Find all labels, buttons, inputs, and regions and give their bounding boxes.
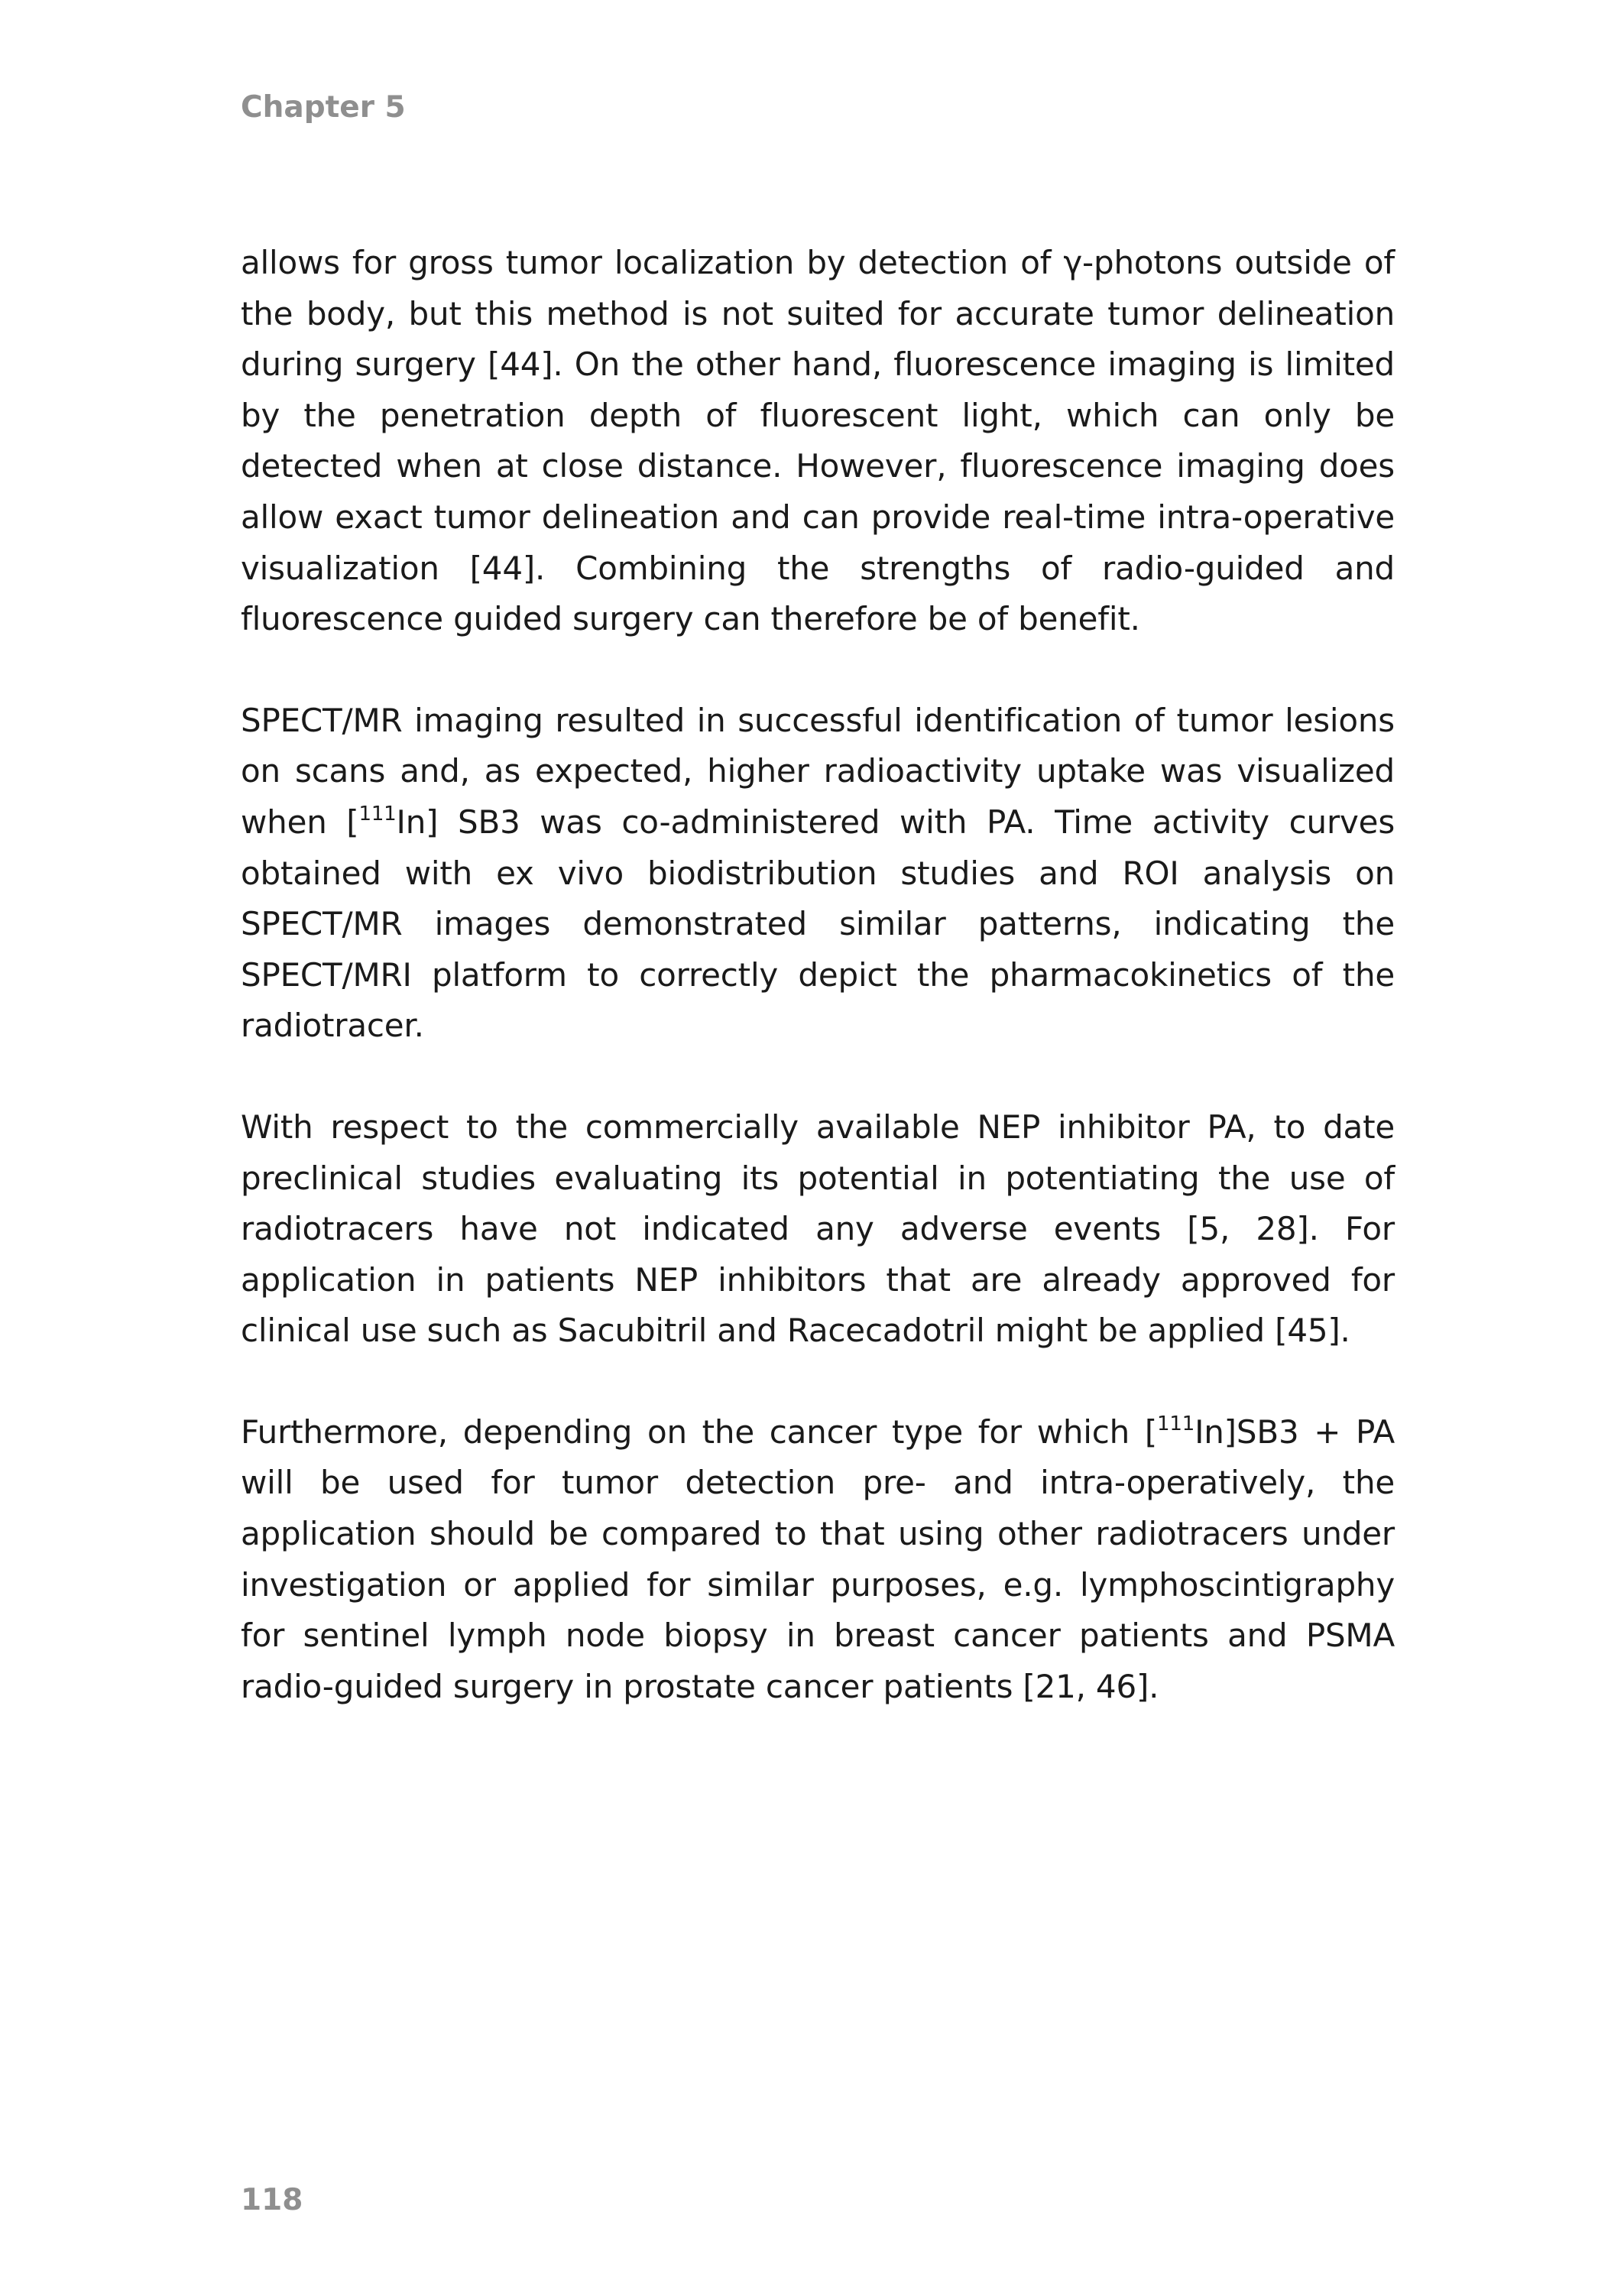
paragraph-text-segment: In] SB3 was co-administered with PA. Time activity curves obtained with ex vivo biodistribution studies and ROI analysis on SPECT/MR images demonstrated similar patterns, indicating the SPECT/MRI platform to correctly depict the pharmacokinetics of the radiotracer. [241,803,1395,1045]
paragraph-imaging-modalities: allows for gross tumor localization by detection of γ-photons outside of the body, but this method is not suited for accurate tumor delineation during surgery [44]. On the other hand, fluorescence imaging is limited by the penetration depth of fluorescent light, which can only be detected when at close distance. However, fluorescence imaging does allow exact tumor delineation and can provide real-time intra-operative visualization [44]. Combining the strengths of radio-guided and fluorescence guided surgery can therefore be of benefit. [241,244,1395,638]
paragraph-cancer-type [241,1407,1395,1713]
page-number: 118 [241,2183,303,2217]
body-text [241,238,1395,1763]
paragraph-nep-inhibitor: With respect to the commercially available NEP inhibitor PA, to date preclinical studies evaluating its potential in potentiating the use of radiotracers have not indicated any adverse events [5, 28]. For application in patients NEP inhibitors that are already approved for clinical use such as Sacubitril and Racecadotril might be applied [45]. [241,1108,1395,1350]
isotope-superscript: 111 [358,802,397,825]
running-head-chapter: Chapter 5 [241,90,406,125]
paragraph-text-segment: Furthermore, depending on the cancer type for which [ [241,1412,1158,1451]
paragraph-spect-mr-results [241,696,1395,1052]
paragraph-text-segment: In]SB3 + PA will be used for tumor detection pre- and intra-operatively, the application should be compared to that using other radiotracers under investigation or applied for similar purposes, e.g. lymphoscintigraphy for sentinel lymph node biopsy in breast cancer patients and PSMA radio-guided surgery in prostate cancer patients [21, 46]. [241,1412,1395,1705]
paragraph-text-segment: SPECT/MR imaging resulted in successful identification of tumor lesions on scans and, as expected, higher radioactivity uptake was visualized when [ [241,701,1395,841]
isotope-superscript: 111 [1157,1412,1195,1435]
